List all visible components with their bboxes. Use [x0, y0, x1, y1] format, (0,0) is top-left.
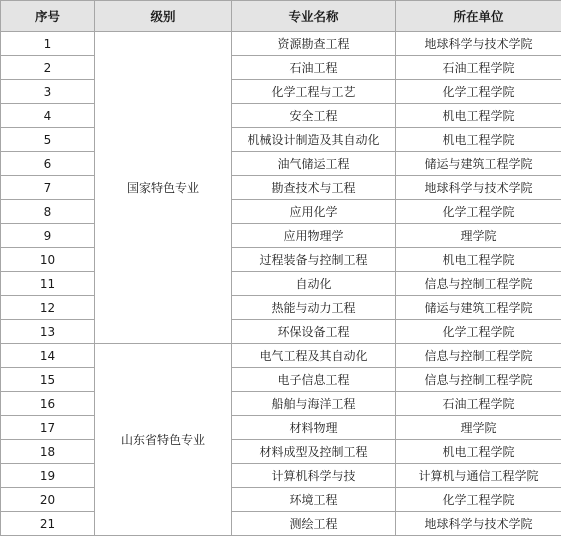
table-row — [1, 392, 561, 416]
cell-major: 自动化 — [232, 272, 396, 296]
cell-index: 19 — [1, 464, 95, 488]
cell-unit: 储运与建筑工程学院 — [396, 296, 561, 320]
cell-unit: 化学工程学院 — [396, 200, 561, 224]
cell-index: 3 — [1, 80, 95, 104]
header-row — [1, 1, 561, 32]
cell-index: 9 — [1, 224, 95, 248]
cell-major: 计算机科学与技 — [232, 464, 396, 488]
table-row — [1, 296, 561, 320]
cell-unit: 机电工程学院 — [396, 440, 561, 464]
cell-index: 16 — [1, 392, 95, 416]
table-row — [1, 128, 561, 152]
cell-unit: 理学院 — [396, 416, 561, 440]
cell-index: 2 — [1, 56, 95, 80]
table-row — [1, 248, 561, 272]
cell-major: 应用化学 — [232, 200, 396, 224]
cell-level: 国家特色专业 — [95, 32, 232, 344]
header-level: 级别 — [95, 1, 232, 32]
cell-major: 船舶与海洋工程 — [232, 392, 396, 416]
cell-major: 材料物理 — [232, 416, 396, 440]
cell-index: 21 — [1, 512, 95, 536]
cell-major: 热能与动力工程 — [232, 296, 396, 320]
cell-unit: 信息与控制工程学院 — [396, 272, 561, 296]
cell-index: 18 — [1, 440, 95, 464]
table-row — [1, 320, 561, 344]
cell-major: 资源勘查工程 — [232, 32, 396, 56]
cell-unit: 化学工程学院 — [396, 80, 561, 104]
cell-index: 11 — [1, 272, 95, 296]
cell-index: 15 — [1, 368, 95, 392]
cell-index: 7 — [1, 176, 95, 200]
table-row — [1, 80, 561, 104]
cell-unit: 机电工程学院 — [396, 128, 561, 152]
table-row — [1, 224, 561, 248]
table-row — [1, 440, 561, 464]
cell-index: 14 — [1, 344, 95, 368]
cell-index: 8 — [1, 200, 95, 224]
table-row — [1, 464, 561, 488]
cell-major: 化学工程与工艺 — [232, 80, 396, 104]
cell-index: 13 — [1, 320, 95, 344]
table-row — [1, 200, 561, 224]
cell-index: 20 — [1, 488, 95, 512]
cell-unit: 化学工程学院 — [396, 488, 561, 512]
cell-major: 勘查技术与工程 — [232, 176, 396, 200]
cell-index: 4 — [1, 104, 95, 128]
cell-major: 电子信息工程 — [232, 368, 396, 392]
cell-level: 山东省特色专业 — [95, 344, 232, 536]
cell-major: 油气储运工程 — [232, 152, 396, 176]
cell-major: 电气工程及其自动化 — [232, 344, 396, 368]
cell-major: 环保设备工程 — [232, 320, 396, 344]
table-row — [1, 56, 561, 80]
cell-unit: 地球科学与技术学院 — [396, 176, 561, 200]
cell-unit: 石油工程学院 — [396, 56, 561, 80]
cell-index: 1 — [1, 32, 95, 56]
cell-unit: 机电工程学院 — [396, 104, 561, 128]
cell-unit: 石油工程学院 — [396, 392, 561, 416]
table-row — [1, 488, 561, 512]
header-major: 专业名称 — [232, 1, 396, 32]
cell-unit: 储运与建筑工程学院 — [396, 152, 561, 176]
cell-unit: 化学工程学院 — [396, 320, 561, 344]
cell-index: 17 — [1, 416, 95, 440]
cell-major: 测绘工程 — [232, 512, 396, 536]
cell-index: 6 — [1, 152, 95, 176]
table-row — [1, 416, 561, 440]
table-row — [1, 104, 561, 128]
table-row — [1, 176, 561, 200]
cell-unit: 信息与控制工程学院 — [396, 368, 561, 392]
table-row — [1, 512, 561, 536]
cell-unit: 机电工程学院 — [396, 248, 561, 272]
cell-major: 安全工程 — [232, 104, 396, 128]
cell-index: 10 — [1, 248, 95, 272]
table-body — [1, 32, 561, 536]
cell-unit: 计算机与通信工程学院 — [396, 464, 561, 488]
header-index: 序号 — [1, 1, 95, 32]
header-unit: 所在单位 — [396, 1, 561, 32]
cell-index: 5 — [1, 128, 95, 152]
table-row — [1, 344, 561, 368]
table-row — [1, 32, 561, 56]
table-row — [1, 368, 561, 392]
cell-major: 材料成型及控制工程 — [232, 440, 396, 464]
cell-major: 机械设计制造及其自动化 — [232, 128, 396, 152]
cell-index: 12 — [1, 296, 95, 320]
cell-unit: 地球科学与技术学院 — [396, 32, 561, 56]
cell-unit: 地球科学与技术学院 — [396, 512, 561, 536]
cell-major: 应用物理学 — [232, 224, 396, 248]
cell-major: 环境工程 — [232, 488, 396, 512]
table-header — [1, 1, 561, 32]
table-row — [1, 272, 561, 296]
cell-major: 过程装备与控制工程 — [232, 248, 396, 272]
cell-unit: 理学院 — [396, 224, 561, 248]
cell-major: 石油工程 — [232, 56, 396, 80]
table-row — [1, 152, 561, 176]
cell-unit: 信息与控制工程学院 — [396, 344, 561, 368]
